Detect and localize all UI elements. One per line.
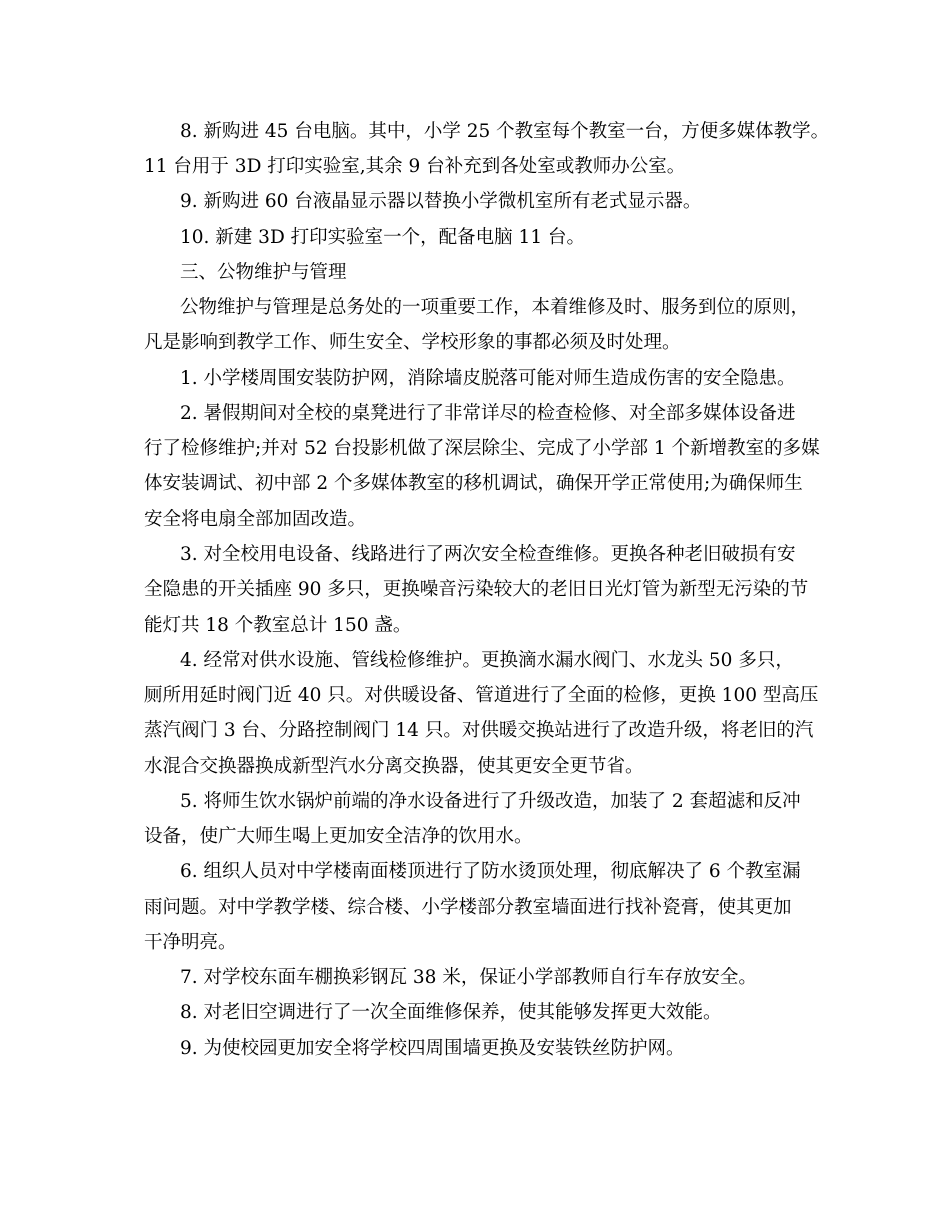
text-line: 行了检修维护;并对 52 台投影机做了深层除尘、完成了小学部 1 个新增教室的多媒 [144,438,820,459]
text-line: 公物维护与管理是总务处的一项重要工作，本着维修及时、服务到位的原则， [180,297,810,318]
text-line: 安全将电扇全部加固改造。 [144,509,367,530]
text-line: 4. 经常对供水设施、管线检修维护。更换滴水漏水阀门、水龙头 50 多只， [180,650,794,671]
text-line: 8. 新购进 45 台电脑。其中，小学 25 个教室每个教室一台，方便多媒体教学。 [180,121,830,142]
text-line: 5. 将师生饮水锅炉前端的净水设备进行了升级改造，加装了 2 套超滤和反冲 [180,791,801,812]
text-line: 雨问题。对中学教学楼、综合楼、小学楼部分教室墙面进行找补瓷膏，使其更加 [144,897,792,918]
text-line: 6. 组织人员对中学楼南面楼顶进行了防水烫顶处理，彻底解决了 6 个教室漏 [180,861,801,882]
text-line: 8. 对老旧空调进行了一次全面维修保养，使其能够发挥更大效能。 [180,1002,722,1023]
text-line: 体安装调试、初中部 2 个多媒体教室的移机调试，确保开学正常使用;为确保师生 [144,473,803,494]
text-line: 11 台用于 3D 打印实验室,其余 9 台补充到各处室或教师办公室。 [144,156,686,177]
text-line: 9. 新购进 60 台液晶显示器以替换小学微机室所有老式显示器。 [180,191,702,212]
text-line: 1. 小学楼周围安装防护网，消除墙皮脱落可能对师生造成伤害的安全隐患。 [180,368,796,389]
text-line: 7. 对学校东面车棚换彩钢瓦 38 米，保证小学部教师自行车存放安全。 [180,967,757,988]
text-line: 10. 新建 3D 打印实验室一个，配备电脑 11 台。 [180,227,585,248]
section-heading: 三、公物维护与管理 [180,262,347,283]
text-line: 蒸汽阀门 3 台、分路控制阀门 14 只。对供暖交换站进行了改造升级，将老旧的汽 [144,720,814,741]
text-line: 3. 对全校用电设备、线路进行了两次安全检查维修。更换各种老旧破损有安 [180,544,796,565]
text-line: 2. 暑假期间对全校的桌凳进行了非常详尽的检查检修、对全部多媒体设备进 [180,403,796,424]
text-line: 干净明亮。 [144,932,237,953]
text-line: 全隐患的开关插座 90 多只，更换噪音污染较大的老旧日光灯管为新型无污染的节 [144,579,809,600]
text-line: 凡是影响到教学工作、师生安全、学校形象的事都必须及时处理。 [144,332,681,353]
text-line: 9. 为使校园更加安全将学校四周围墙更换及安装铁丝防护网。 [180,1038,685,1059]
text-line: 厕所用延时阀门近 40 只。对供暖设备、管道进行了全面的检修，更换 100 型高压 [144,685,819,706]
text-line: 水混合交换器换成新型汽水分离交换器，使其更安全更节省。 [144,756,644,777]
text-line: 设备，使广大师生喝上更加安全洁净的饮用水。 [144,826,533,847]
text-line: 能灯共 18 个教室总计 150 盏。 [144,615,412,636]
